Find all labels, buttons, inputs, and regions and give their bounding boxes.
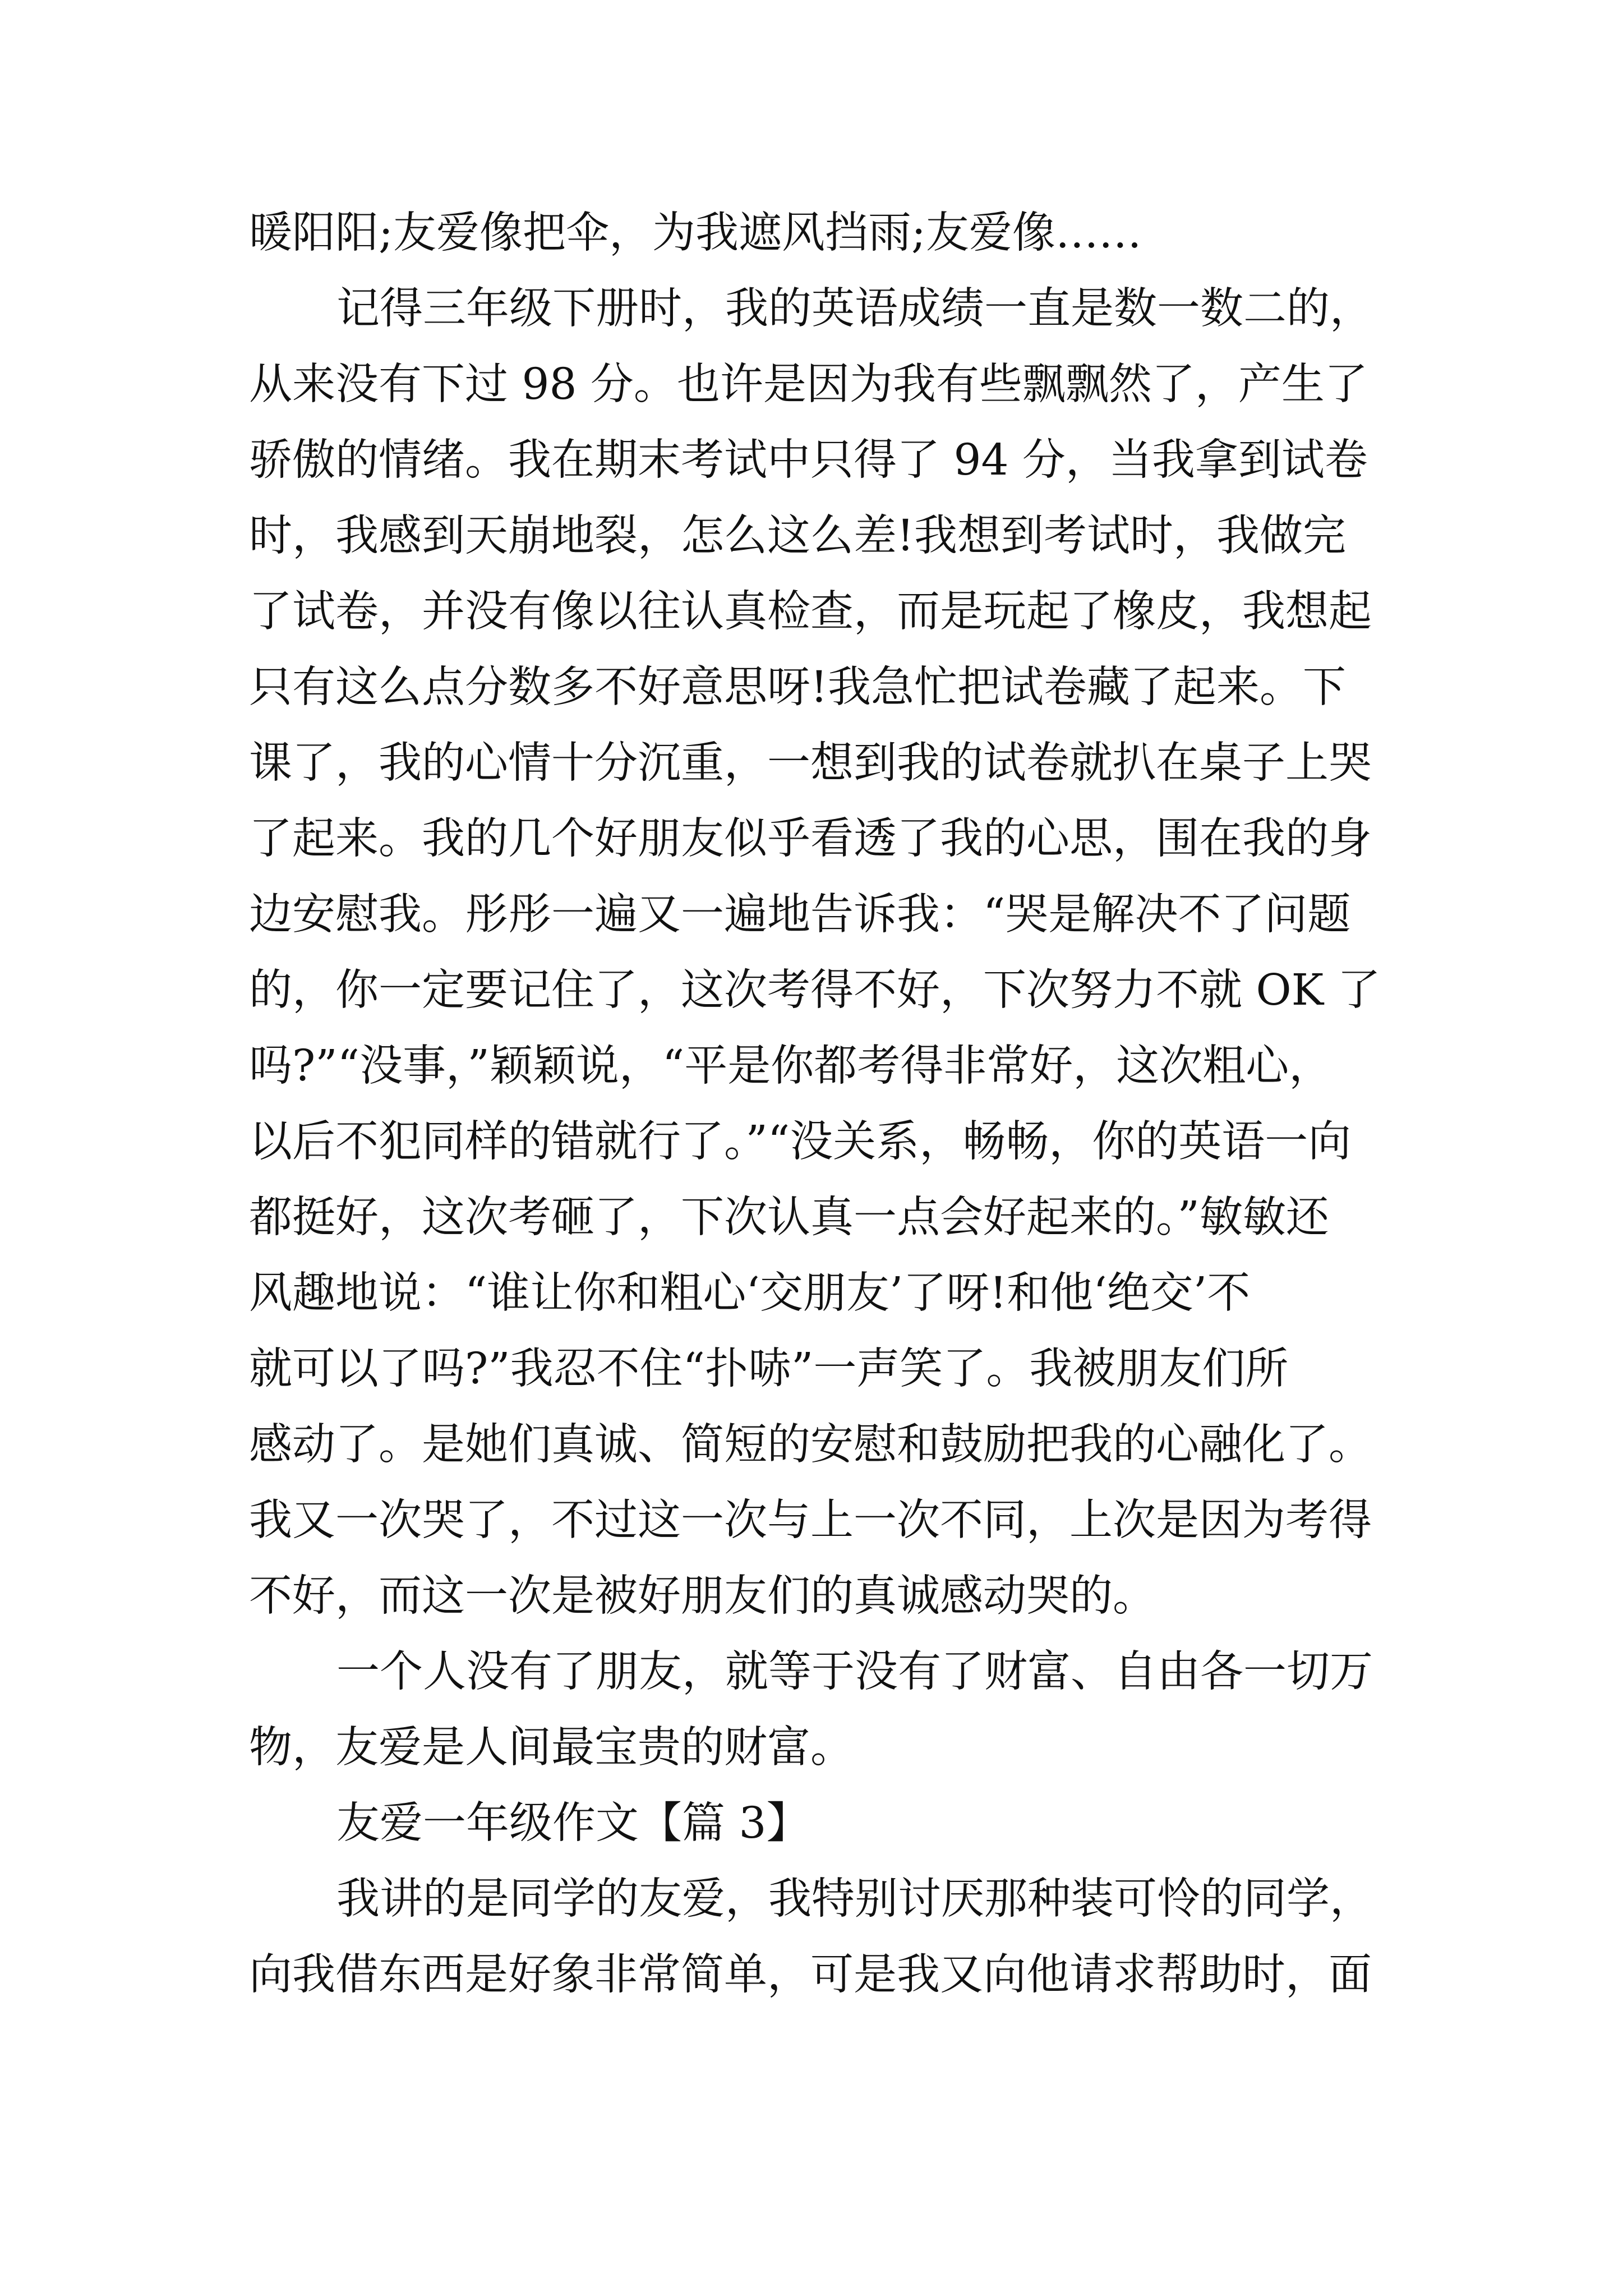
text-line: 的，你一定要记住了，这次考得不好，下次努力不就 OK 了: [249, 965, 1381, 1015]
text-line: 从来没有下过 98 分。也许是因为我有些飘飘然了，产生了: [249, 360, 1368, 409]
text-line: 感动了。是她们真诚、简短的安慰和鼓励把我的心融化了。: [249, 1420, 1372, 1470]
text-line: 向我借东西是好象非常简单，可是我又向他请求帮助时，面: [249, 1950, 1372, 2000]
text-line: 吗?”“没事，”颖颖说，“平是你都考得非常好，这次粗心，: [249, 1041, 1332, 1091]
text-line: 以后不犯同样的错就行了。”“没关系，畅畅，你的英语一向: [249, 1117, 1352, 1167]
text-line: 不好，而这一次是被好朋友们的真诚感动哭的。: [249, 1571, 1156, 1621]
section-heading: 友爱一年级作文【篇 3】: [336, 1798, 810, 1848]
text-line: 只有这么点分数多不好意思呀!我急忙把试卷藏了起来。下: [249, 662, 1346, 712]
text-line: 就可以了吗?”我忍不住“扑哧”一声笑了。我被朋友们所: [249, 1344, 1289, 1394]
text-line: 风趣地说：“谁让你和粗心‘交朋友’了呀!和他‘绝交’不: [249, 1268, 1251, 1318]
text-line: 都挺好，这次考砸了，下次认真一点会好起来的。”敏敏还: [249, 1193, 1329, 1243]
text-line: 时，我感到天崩地裂，怎么这么差!我想到考试时，我做完: [249, 511, 1346, 561]
text-line: 课了，我的心情十分沉重，一想到我的试卷就扒在桌子上哭: [249, 738, 1372, 788]
paragraph-start-line: 记得三年级下册时，我的英语成绩一直是数一数二的，: [336, 284, 1373, 334]
text-line: 我又一次哭了，不过这一次与上一次不同，上次是因为考得: [249, 1496, 1372, 1545]
paragraph-start-line: 我讲的是同学的友爱，我特别讨厌那种装可怜的同学，: [336, 1874, 1373, 1924]
text-line: 暖阳阳;友爱像把伞，为我遮风挡雨;友爱像……: [249, 208, 1142, 258]
text-line: 了试卷，并没有像以往认真检查，而是玩起了橡皮，我想起: [249, 587, 1372, 637]
text-line: 骄傲的情绪。我在期末考试中只得了 94 分，当我拿到试卷: [249, 435, 1368, 485]
paragraph-start-line: 一个人没有了朋友，就等于没有了财富、自由各一切万: [336, 1647, 1373, 1697]
text-line: 了起来。我的几个好朋友似乎看透了我的心思，围在我的身: [249, 814, 1372, 864]
text-line: 边安慰我。彤彤一遍又一遍地告诉我：“哭是解决不了问题: [249, 890, 1351, 940]
text-line: 物，友爱是人间最宝贵的财富。: [249, 1723, 854, 1773]
